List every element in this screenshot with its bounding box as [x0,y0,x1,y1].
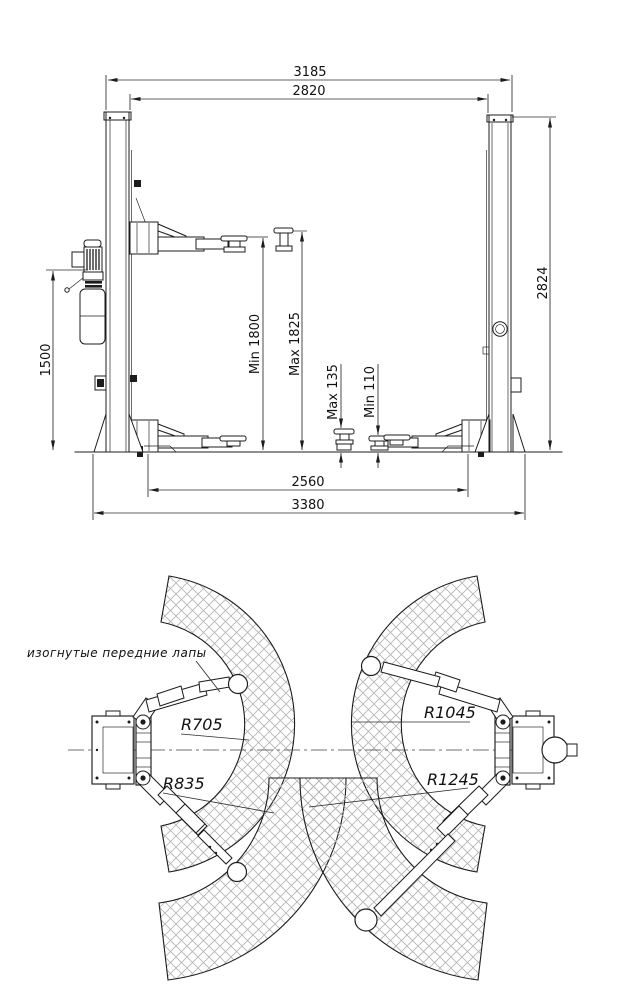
motor-cap [84,240,101,247]
dim-lift-max [288,232,303,450]
radius-rear-min-label: R835 [163,774,205,793]
dim-2820-label: 2820 [292,84,326,99]
dim-min110-label: Min 110 [363,365,378,419]
dim-2824-label: 2824 [536,266,551,300]
radius-front-max-label: R1045 [424,703,476,722]
coupling-band [85,285,102,288]
lever-knob [65,288,69,292]
hose-line [136,198,146,224]
pump-flange [83,272,103,280]
arm-pad-ball [355,909,377,931]
left-post [104,112,146,452]
dim-base-inner [148,454,468,497]
dim-min1800-label: Min 1800 [248,313,263,375]
coupling-band [85,281,102,284]
arm-pad-ball [362,657,381,676]
dim-3185-label: 3185 [293,65,327,80]
right-post [483,115,521,452]
motor-bracket [72,252,84,267]
lowered-arm-left [130,420,246,457]
radius-rear-max-label: R1245 [427,770,479,789]
front-arms-note: изогнутые передние лапы [27,646,207,660]
limit-block [134,180,141,187]
top-view [27,576,577,980]
dim-max135-label: Max 135 [326,364,341,420]
carriage-upper [130,222,158,254]
lowered-arm-right [384,420,490,457]
post-hole [493,322,507,336]
dim-max1825-label: Max 1825 [288,311,303,377]
lock-block [130,375,137,382]
raised-arm-assembly [130,222,268,254]
power-unit-nub [567,744,577,756]
pad-max-135 [334,429,354,450]
radius-front-min-label: R705 [181,715,223,734]
lift-pad-base [224,247,245,252]
post-bracket [511,378,521,392]
dim-lift-min [248,238,263,450]
dim-3380-label: 3380 [291,498,325,513]
hydraulic-power-unit [65,240,106,390]
dim-post-height [512,117,556,450]
arm-pad-ball [229,675,248,694]
dim-2560-label: 2560 [291,475,325,490]
base-feet [94,414,525,452]
lift-pad-stem [229,241,240,247]
dim-width-inner [130,84,488,113]
front-view [39,65,562,520]
oil-tank [80,289,105,344]
release-lever [69,278,83,289]
arm-pad-ball [228,863,247,882]
post-notch [483,347,489,354]
dim-1500-label: 1500 [39,343,54,377]
power-unit-top [542,737,568,763]
lift-pad-disc [221,236,247,241]
